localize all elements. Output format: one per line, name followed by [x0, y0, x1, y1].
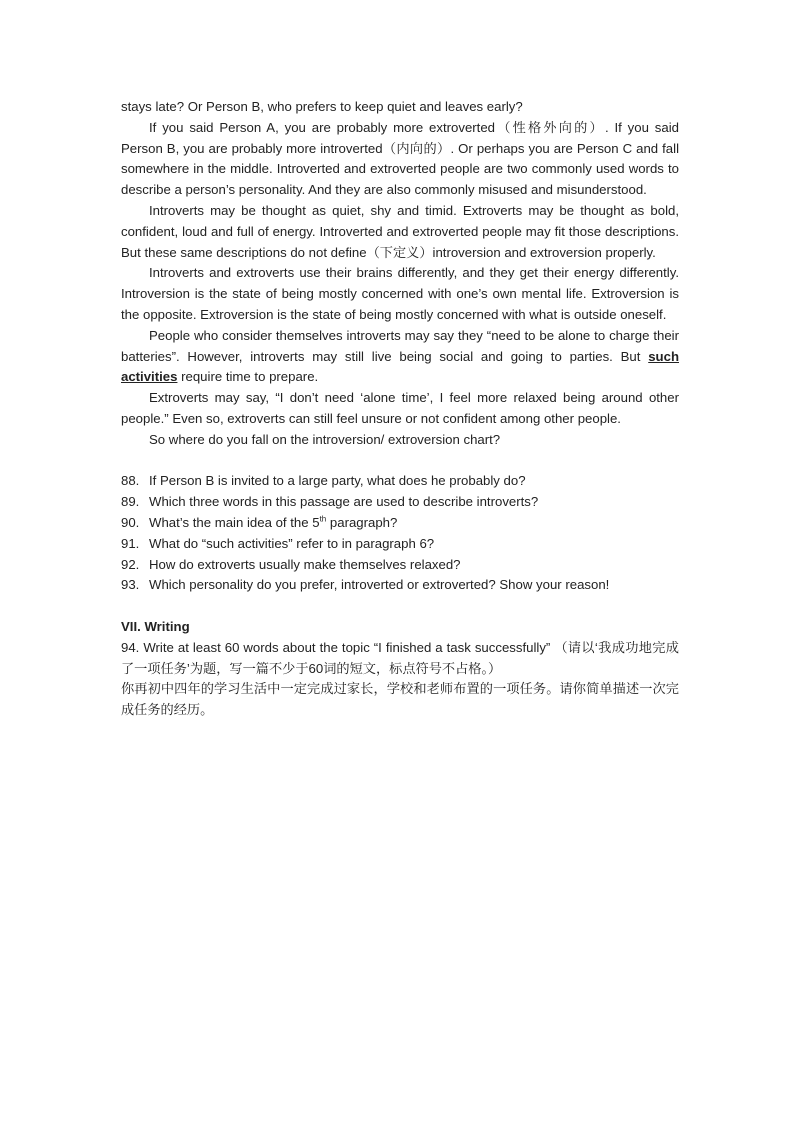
question-92	[121, 555, 679, 576]
writing-instructions-chinese: 你再初中四年的学习生活中一定完成过家长，学校和老师布置的一项任务。请你简单描述一次完成任务的经历。	[121, 681, 679, 718]
spacer	[121, 451, 679, 472]
question-text	[149, 513, 679, 534]
question-93	[121, 575, 679, 596]
passage-paragraph-6: So where do you fall on the introversion/ extroversion chart?	[149, 431, 501, 447]
question-number: 90.	[121, 514, 140, 530]
passage-paragraph-2: Introverts may be thought as quiet, shy and timid. Extroverts may be thought as bold, confident, loud and full of energy. Introverted and extroverted people may fit those descriptions. But these same descriptions do not define（下定义）introversion and extroversion properly.	[121, 202, 679, 260]
passage-paragraph-5: Extroverts may say, “I don’t need ‘alone time’, I feel more relaxed being around other people.” Even so, extroverts can still feel unsure or not confident among other people.	[121, 390, 679, 426]
question-text: If Person B is invited to a large party, what does he probably do?	[149, 473, 526, 489]
question-91	[121, 534, 679, 555]
writing-prompt: 94. Write at least 60 words about the topic “I finished a task successfully” （请以‘我成功地完成了一项任务’为题，写一篇不少于60词的短文，标点符号不占格。）	[121, 639, 679, 676]
such-activities-emphasis: such activities	[121, 348, 679, 385]
section-title-writing: VII. Writing	[121, 618, 190, 634]
spacer	[121, 596, 679, 617]
question-89	[121, 492, 679, 513]
paragraph-4-text-start: People who consider themselves introverts may say they “need to be alone to charge their batteries”. However, introverts may still live being social and going to parties. But	[121, 327, 679, 364]
passage-paragraph-0: stays late? Or Person B, who prefers to keep quiet and leaves early?	[121, 99, 523, 114]
ordinal-superscript: th	[319, 514, 327, 524]
question-88	[121, 471, 679, 492]
question-text-start: What’s the main idea of the 5	[149, 514, 320, 530]
document-page	[121, 97, 679, 721]
question-number: 88.	[121, 473, 140, 489]
passage-paragraph-1: If you said Person A, you are probably more extroverted（性格外向的）. If you said Person B, you are probably more introverted（内向的）. Or perhaps you are Person C and fall somewhere in the middle. Introverted and extroverted people are two commonly used words to describe a person’s personality. And they are also commonly misused and misunderstood.	[121, 119, 679, 198]
question-text: How do extroverts usually make themselves relaxed?	[149, 556, 461, 572]
passage-paragraph-3: Introverts and extroverts use their brains differently, and they get their energy differently. Introversion is the state of being mostly concerned with one’s own mental life. Extroversion is the opposite. Extroversion is the state of being mostly concerned with what is outside oneself.	[121, 265, 679, 322]
question-number: 89.	[121, 494, 140, 510]
question-number: 91.	[121, 535, 140, 551]
paragraph-4-text-end: require time to prepare.	[177, 369, 319, 385]
question-number: 93.	[121, 577, 140, 593]
question-text-end: paragraph?	[326, 514, 398, 530]
passage-paragraph-4	[121, 326, 679, 388]
question-number: 92.	[121, 556, 140, 572]
question-text: Which personality do you prefer, introverted or extroverted? Show your reason!	[149, 577, 610, 593]
question-text: What do “such activities” refer to in paragraph 6?	[149, 535, 435, 551]
question-90	[121, 513, 679, 534]
question-text: Which three words in this passage are used to describe introverts?	[149, 494, 539, 510]
